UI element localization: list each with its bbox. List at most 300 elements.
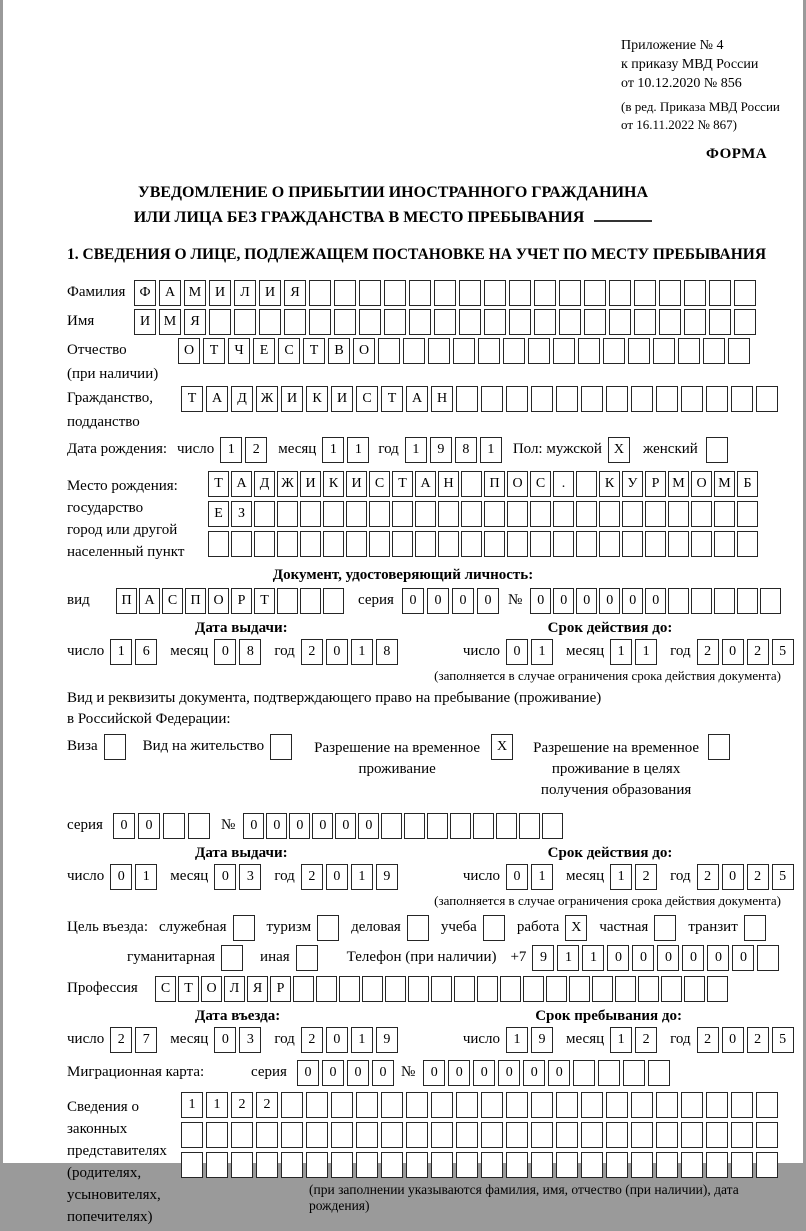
char-box[interactable]: 0	[722, 864, 744, 890]
char-box[interactable]	[684, 309, 706, 335]
char-box[interactable]	[300, 501, 321, 527]
char-box[interactable]	[731, 1092, 753, 1118]
char-box[interactable]	[506, 1152, 528, 1178]
char-box[interactable]: 0	[599, 588, 620, 614]
char-box[interactable]	[409, 309, 431, 335]
char-box[interactable]	[634, 309, 656, 335]
char-box[interactable]	[256, 1152, 278, 1178]
char-box[interactable]	[456, 1122, 478, 1148]
char-box[interactable]	[484, 309, 506, 335]
char-box[interactable]	[534, 309, 556, 335]
char-box[interactable]	[481, 1152, 503, 1178]
char-box[interactable]: З	[231, 501, 252, 527]
char-box[interactable]	[581, 1092, 603, 1118]
char-box[interactable]	[531, 1122, 553, 1148]
char-box[interactable]: У	[622, 471, 643, 497]
char-box[interactable]: 2	[301, 639, 323, 665]
char-box[interactable]: С	[162, 588, 183, 614]
char-box[interactable]	[638, 976, 659, 1002]
char-box[interactable]	[530, 501, 551, 527]
char-box[interactable]	[369, 531, 390, 557]
char-box[interactable]	[606, 1122, 628, 1148]
char-box[interactable]: 0	[113, 813, 135, 839]
char-box[interactable]: 1	[347, 437, 369, 463]
char-box[interactable]	[653, 338, 675, 364]
char-box[interactable]: Т	[208, 471, 229, 497]
char-box[interactable]: 0	[326, 639, 348, 665]
char-box[interactable]	[453, 338, 475, 364]
char-box[interactable]: 0	[473, 1060, 495, 1086]
char-box[interactable]	[356, 1122, 378, 1148]
char-box[interactable]	[656, 1122, 678, 1148]
char-box[interactable]	[431, 976, 452, 1002]
char-box[interactable]: М	[714, 471, 735, 497]
char-box[interactable]: 0	[576, 588, 597, 614]
char-box[interactable]: 6	[135, 639, 157, 665]
char-box[interactable]: 0	[138, 813, 160, 839]
char-box[interactable]	[581, 1152, 603, 1178]
char-box[interactable]: Р	[645, 471, 666, 497]
char-box[interactable]: Ж	[256, 386, 278, 412]
char-box[interactable]: 0	[214, 864, 236, 890]
char-box[interactable]: 1	[322, 437, 344, 463]
char-box[interactable]	[606, 386, 628, 412]
char-box[interactable]	[503, 338, 525, 364]
char-box[interactable]: Т	[381, 386, 403, 412]
char-box[interactable]: В	[328, 338, 350, 364]
char-box[interactable]	[714, 588, 735, 614]
char-box[interactable]: М	[184, 280, 206, 306]
char-box[interactable]: 9	[532, 945, 554, 971]
char-box[interactable]	[231, 1152, 253, 1178]
char-box[interactable]	[477, 976, 498, 1002]
char-box[interactable]	[300, 588, 321, 614]
char-box[interactable]: 2	[301, 1027, 323, 1053]
char-box[interactable]: 0	[347, 1060, 369, 1086]
char-box[interactable]: 1	[351, 1027, 373, 1053]
char-box[interactable]: 1	[206, 1092, 228, 1118]
char-box[interactable]	[450, 813, 471, 839]
char-box[interactable]: 1	[610, 639, 632, 665]
char-box[interactable]: Т	[392, 471, 413, 497]
char-box[interactable]	[681, 1152, 703, 1178]
char-box[interactable]: И	[209, 280, 231, 306]
char-box[interactable]	[406, 1122, 428, 1148]
char-box[interactable]: 8	[376, 639, 398, 665]
char-box[interactable]: Я	[184, 309, 206, 335]
char-box[interactable]	[691, 588, 712, 614]
char-box[interactable]: 9	[430, 437, 452, 463]
char-box[interactable]: И	[346, 471, 367, 497]
char-box[interactable]	[728, 338, 750, 364]
char-box[interactable]: Л	[234, 280, 256, 306]
char-box[interactable]: 1	[635, 639, 657, 665]
char-box[interactable]	[691, 531, 712, 557]
char-box[interactable]	[163, 813, 185, 839]
char-box[interactable]	[731, 386, 753, 412]
char-box[interactable]	[309, 280, 331, 306]
char-box[interactable]	[454, 976, 475, 1002]
char-box[interactable]: О	[208, 588, 229, 614]
char-box[interactable]: 1	[557, 945, 579, 971]
char-box[interactable]: И	[281, 386, 303, 412]
char-box[interactable]	[668, 531, 689, 557]
checkbox-visa[interactable]	[104, 734, 126, 760]
char-box[interactable]	[428, 338, 450, 364]
char-box[interactable]: К	[323, 471, 344, 497]
char-box[interactable]	[404, 813, 425, 839]
char-box[interactable]: 1	[531, 864, 553, 890]
checkbox-female[interactable]	[706, 437, 728, 463]
char-box[interactable]: Я	[247, 976, 268, 1002]
char-box[interactable]	[553, 338, 575, 364]
char-box[interactable]	[334, 309, 356, 335]
checkbox-study[interactable]	[483, 915, 505, 941]
char-box[interactable]	[634, 280, 656, 306]
char-box[interactable]	[668, 501, 689, 527]
char-box[interactable]	[691, 501, 712, 527]
char-box[interactable]	[656, 1092, 678, 1118]
char-box[interactable]: А	[206, 386, 228, 412]
char-box[interactable]	[256, 1122, 278, 1148]
char-box[interactable]	[346, 501, 367, 527]
char-box[interactable]	[737, 501, 758, 527]
char-box[interactable]: С	[369, 471, 390, 497]
char-box[interactable]: 2	[245, 437, 267, 463]
char-box[interactable]: И	[331, 386, 353, 412]
char-box[interactable]: 9	[531, 1027, 553, 1053]
char-box[interactable]: Ф	[134, 280, 156, 306]
char-box[interactable]: Р	[270, 976, 291, 1002]
char-box[interactable]	[622, 531, 643, 557]
char-box[interactable]	[403, 338, 425, 364]
char-box[interactable]	[606, 1092, 628, 1118]
char-box[interactable]: О	[353, 338, 375, 364]
char-box[interactable]: 1	[506, 1027, 528, 1053]
char-box[interactable]: 0	[312, 813, 333, 839]
char-box[interactable]: А	[159, 280, 181, 306]
char-box[interactable]: А	[406, 386, 428, 412]
char-box[interactable]	[581, 386, 603, 412]
char-box[interactable]	[434, 280, 456, 306]
char-box[interactable]	[306, 1122, 328, 1148]
char-box[interactable]	[706, 386, 728, 412]
checkbox-residence-permit[interactable]	[270, 734, 292, 760]
char-box[interactable]: 1	[181, 1092, 203, 1118]
char-box[interactable]	[599, 501, 620, 527]
char-box[interactable]	[507, 501, 528, 527]
char-box[interactable]	[542, 813, 563, 839]
char-box[interactable]	[576, 501, 597, 527]
char-box[interactable]	[622, 501, 643, 527]
char-box[interactable]	[461, 531, 482, 557]
char-box[interactable]: 2	[256, 1092, 278, 1118]
char-box[interactable]: П	[185, 588, 206, 614]
char-box[interactable]	[707, 976, 728, 1002]
char-box[interactable]	[323, 531, 344, 557]
char-box[interactable]	[509, 309, 531, 335]
char-box[interactable]	[381, 1092, 403, 1118]
char-box[interactable]	[362, 976, 383, 1002]
checkbox-other[interactable]	[296, 945, 318, 971]
char-box[interactable]: 2	[635, 864, 657, 890]
char-box[interactable]: 0	[682, 945, 704, 971]
char-box[interactable]	[631, 386, 653, 412]
char-box[interactable]: 1	[351, 639, 373, 665]
char-box[interactable]	[277, 501, 298, 527]
char-box[interactable]: 5	[772, 639, 794, 665]
char-box[interactable]	[461, 471, 482, 497]
char-box[interactable]	[559, 309, 581, 335]
checkbox-tourism[interactable]	[317, 915, 339, 941]
checkbox-business[interactable]	[407, 915, 429, 941]
char-box[interactable]	[760, 588, 781, 614]
char-box[interactable]: С	[155, 976, 176, 1002]
char-box[interactable]	[208, 531, 229, 557]
char-box[interactable]	[578, 338, 600, 364]
char-box[interactable]	[206, 1122, 228, 1148]
char-box[interactable]	[356, 1092, 378, 1118]
char-box[interactable]	[559, 280, 581, 306]
char-box[interactable]: И	[259, 280, 281, 306]
char-box[interactable]: А	[415, 471, 436, 497]
char-box[interactable]: 2	[747, 639, 769, 665]
char-box[interactable]	[556, 1152, 578, 1178]
char-box[interactable]	[546, 976, 567, 1002]
char-box[interactable]: 1	[610, 864, 632, 890]
char-box[interactable]: 1	[480, 437, 502, 463]
char-box[interactable]	[509, 280, 531, 306]
char-box[interactable]	[254, 531, 275, 557]
char-box[interactable]	[281, 1152, 303, 1178]
char-box[interactable]: 0	[506, 639, 528, 665]
char-box[interactable]	[356, 1152, 378, 1178]
char-box[interactable]	[519, 813, 540, 839]
char-box[interactable]: 2	[697, 639, 719, 665]
checkbox-humanitarian[interactable]	[221, 945, 243, 971]
char-box[interactable]: Я	[284, 280, 306, 306]
char-box[interactable]	[234, 309, 256, 335]
char-box[interactable]: 2	[635, 1027, 657, 1053]
char-box[interactable]	[456, 1152, 478, 1178]
char-box[interactable]	[293, 976, 314, 1002]
char-box[interactable]	[656, 1152, 678, 1178]
char-box[interactable]	[645, 501, 666, 527]
char-box[interactable]: Е	[208, 501, 229, 527]
char-box[interactable]	[731, 1122, 753, 1148]
char-box[interactable]: Н	[431, 386, 453, 412]
char-box[interactable]: 0	[498, 1060, 520, 1086]
char-box[interactable]	[434, 309, 456, 335]
char-box[interactable]	[668, 588, 689, 614]
char-box[interactable]: 0	[372, 1060, 394, 1086]
char-box[interactable]: 0	[289, 813, 310, 839]
char-box[interactable]: М	[668, 471, 689, 497]
char-box[interactable]: 1	[220, 437, 242, 463]
char-box[interactable]	[484, 280, 506, 306]
checkbox-work[interactable]: X	[565, 915, 587, 941]
char-box[interactable]: А	[231, 471, 252, 497]
char-box[interactable]	[259, 309, 281, 335]
char-box[interactable]	[706, 1092, 728, 1118]
char-box[interactable]	[661, 976, 682, 1002]
char-box[interactable]	[359, 309, 381, 335]
char-box[interactable]: С	[278, 338, 300, 364]
char-box[interactable]: 0	[506, 864, 528, 890]
char-box[interactable]	[506, 1092, 528, 1118]
char-box[interactable]: Б	[737, 471, 758, 497]
char-box[interactable]	[659, 309, 681, 335]
char-box[interactable]	[507, 531, 528, 557]
char-box[interactable]	[281, 1122, 303, 1148]
char-box[interactable]: 0	[477, 588, 499, 614]
char-box[interactable]	[331, 1092, 353, 1118]
char-box[interactable]: Ч	[228, 338, 250, 364]
char-box[interactable]	[703, 338, 725, 364]
char-box[interactable]	[459, 309, 481, 335]
char-box[interactable]	[631, 1122, 653, 1148]
char-box[interactable]: Т	[254, 588, 275, 614]
char-box[interactable]	[609, 309, 631, 335]
char-box[interactable]: 0	[645, 588, 666, 614]
char-box[interactable]: 0	[632, 945, 654, 971]
char-box[interactable]	[381, 1122, 403, 1148]
char-box[interactable]	[346, 531, 367, 557]
char-box[interactable]: 2	[110, 1027, 132, 1053]
char-box[interactable]: 0	[326, 864, 348, 890]
char-box[interactable]: 1	[351, 864, 373, 890]
char-box[interactable]	[531, 1092, 553, 1118]
char-box[interactable]	[481, 1092, 503, 1118]
char-box[interactable]	[709, 309, 731, 335]
char-box[interactable]	[599, 531, 620, 557]
char-box[interactable]	[603, 338, 625, 364]
char-box[interactable]	[592, 976, 613, 1002]
char-box[interactable]	[656, 386, 678, 412]
char-box[interactable]	[281, 1092, 303, 1118]
char-box[interactable]	[323, 588, 344, 614]
char-box[interactable]	[181, 1122, 203, 1148]
char-box[interactable]	[706, 1152, 728, 1178]
char-box[interactable]	[408, 976, 429, 1002]
char-box[interactable]	[378, 338, 400, 364]
char-box[interactable]	[284, 309, 306, 335]
char-box[interactable]	[438, 531, 459, 557]
checkbox-private[interactable]	[654, 915, 676, 941]
char-box[interactable]: 0	[523, 1060, 545, 1086]
char-box[interactable]: 0	[243, 813, 264, 839]
char-box[interactable]: 0	[402, 588, 424, 614]
char-box[interactable]: 5	[772, 864, 794, 890]
char-box[interactable]	[331, 1152, 353, 1178]
char-box[interactable]	[481, 1122, 503, 1148]
char-box[interactable]	[369, 501, 390, 527]
char-box[interactable]	[231, 1122, 253, 1148]
char-box[interactable]	[709, 280, 731, 306]
char-box[interactable]	[534, 280, 556, 306]
char-box[interactable]: Т	[181, 386, 203, 412]
char-box[interactable]: .	[553, 471, 574, 497]
char-box[interactable]	[609, 280, 631, 306]
char-box[interactable]	[584, 280, 606, 306]
char-box[interactable]: 0	[214, 1027, 236, 1053]
char-box[interactable]	[381, 1152, 403, 1178]
char-box[interactable]: 9	[376, 1027, 398, 1053]
char-box[interactable]	[623, 1060, 645, 1086]
char-box[interactable]	[300, 531, 321, 557]
char-box[interactable]	[757, 945, 779, 971]
char-box[interactable]	[500, 976, 521, 1002]
char-box[interactable]: 0	[657, 945, 679, 971]
char-box[interactable]: 0	[722, 1027, 744, 1053]
char-box[interactable]: М	[159, 309, 181, 335]
char-box[interactable]: 7	[135, 1027, 157, 1053]
char-box[interactable]	[478, 338, 500, 364]
char-box[interactable]: 1	[531, 639, 553, 665]
char-box[interactable]: 8	[239, 639, 261, 665]
char-box[interactable]: Н	[438, 471, 459, 497]
char-box[interactable]: А	[139, 588, 160, 614]
char-box[interactable]	[484, 501, 505, 527]
char-box[interactable]	[678, 338, 700, 364]
char-box[interactable]: 2	[697, 864, 719, 890]
char-box[interactable]: 8	[455, 437, 477, 463]
char-box[interactable]	[556, 1122, 578, 1148]
char-box[interactable]: О	[507, 471, 528, 497]
char-box[interactable]	[277, 588, 298, 614]
char-box[interactable]: 0	[358, 813, 379, 839]
char-box[interactable]: 0	[266, 813, 287, 839]
char-box[interactable]	[306, 1152, 328, 1178]
char-box[interactable]	[496, 813, 517, 839]
char-box[interactable]	[431, 1122, 453, 1148]
char-box[interactable]	[277, 531, 298, 557]
char-box[interactable]: 2	[747, 864, 769, 890]
char-box[interactable]	[484, 531, 505, 557]
char-box[interactable]	[181, 1152, 203, 1178]
char-box[interactable]	[731, 1152, 753, 1178]
checkbox-male[interactable]: X	[608, 437, 630, 463]
char-box[interactable]	[392, 501, 413, 527]
char-box[interactable]	[231, 531, 252, 557]
char-box[interactable]: 2	[301, 864, 323, 890]
char-box[interactable]: 0	[448, 1060, 470, 1086]
char-box[interactable]: 0	[214, 639, 236, 665]
char-box[interactable]	[459, 280, 481, 306]
char-box[interactable]: 0	[722, 639, 744, 665]
char-box[interactable]	[581, 1122, 603, 1148]
char-box[interactable]	[734, 309, 756, 335]
char-box[interactable]: П	[484, 471, 505, 497]
char-box[interactable]: 0	[707, 945, 729, 971]
char-box[interactable]: Т	[303, 338, 325, 364]
char-box[interactable]	[756, 1092, 778, 1118]
char-box[interactable]: 1	[135, 864, 157, 890]
char-box[interactable]	[506, 1122, 528, 1148]
char-box[interactable]: Е	[253, 338, 275, 364]
char-box[interactable]	[392, 531, 413, 557]
char-box[interactable]: Д	[254, 471, 275, 497]
char-box[interactable]	[756, 1152, 778, 1178]
char-box[interactable]: Л	[224, 976, 245, 1002]
char-box[interactable]	[681, 1122, 703, 1148]
char-box[interactable]	[530, 531, 551, 557]
checkbox-official[interactable]	[233, 915, 255, 941]
char-box[interactable]	[415, 501, 436, 527]
char-box[interactable]	[648, 1060, 670, 1086]
char-box[interactable]	[556, 386, 578, 412]
char-box[interactable]: 0	[553, 588, 574, 614]
